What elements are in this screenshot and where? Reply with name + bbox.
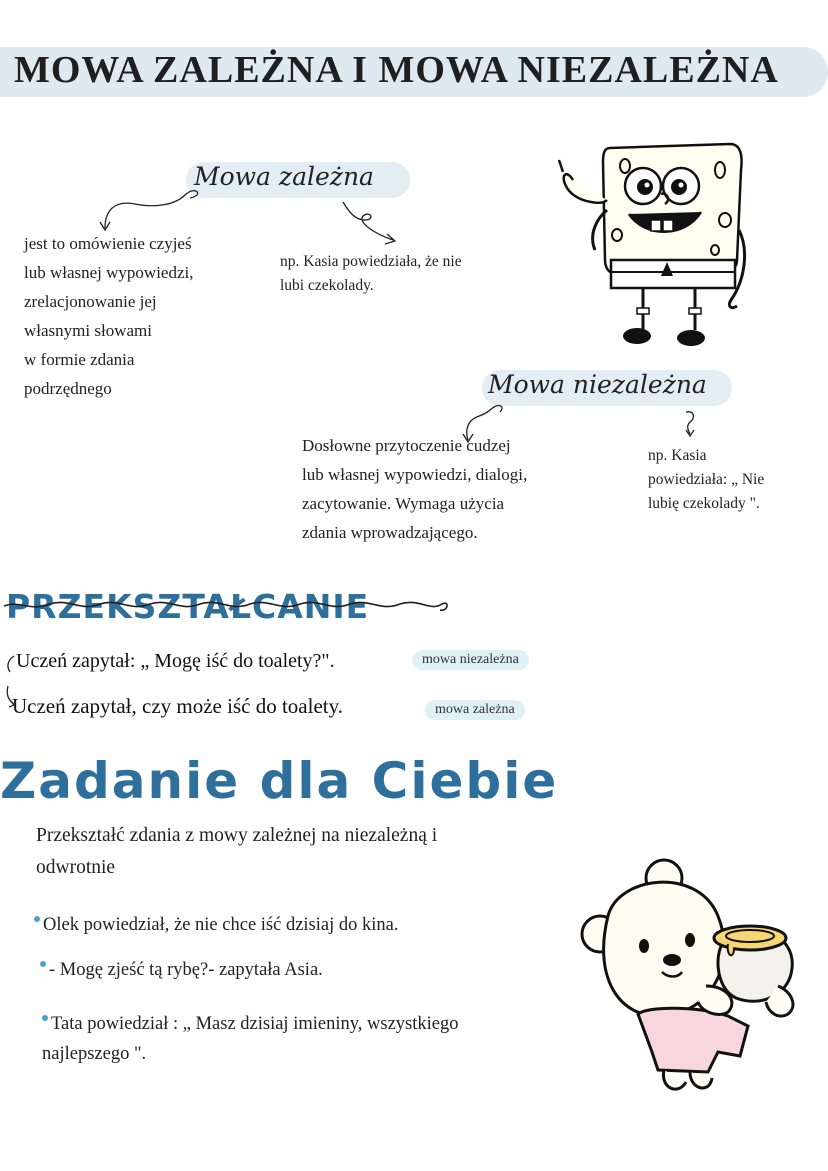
example-mowa-niezalezna [648,444,764,516]
definition-line: własnymi słowami [24,321,152,340]
list-item: Tata powiedział : „ Masz dzisiaj imieniny, wszystkiego najlepszego ". [42,1014,459,1064]
definition-line: podrzędnego [24,379,112,398]
list-item: - Mogę zjeść tą rybę?- zapytała Asia. [40,955,323,985]
page-title: MOWA ZALEŻNA I MOWA NIEZALEŻNA [14,49,779,91]
heading-przeksztalcanie: PRZEKSZTAŁCANIE [6,587,370,626]
heading-mowa-niezalezna: Mowa niezależna [488,370,707,399]
example-mowa-zalezna [280,250,462,298]
bullet-icon [34,916,40,922]
definition-line: w formie zdania [24,350,135,369]
definition-mowa-niezalezna [302,431,527,547]
bullet-icon [40,961,46,967]
task-instruction [36,820,437,884]
example-line: powiedziała: „ Nie [648,471,765,488]
definition-line: zrelacjonowanie jej [24,292,157,311]
heading-mowa-zalezna: Mowa zależna [194,162,374,191]
definition-mowa-zalezna [24,229,194,403]
scribble-underline-icon [0,590,460,620]
sentence-direct: Uczeń zapytał: „ Mogę iść do toalety?". [16,650,335,672]
example-line: lubię czekolady ". [648,495,760,512]
definition-line: lub własnej wypowiedzi, [24,263,194,282]
bear-illustration [578,856,808,1101]
list-item: Olek powiedział, że nie chce iść dzisiaj do kina. [34,910,398,940]
curly-arrow-icon [335,198,405,246]
definition-line: jest to omówienie czyjeś [24,234,192,253]
heading-zadanie: Zadanie dla Ciebie [0,752,559,810]
definition-line: zdania wprowadzającego. [302,523,478,542]
sentence-indirect: Uczeń zapytał, czy może iść do toalety. [12,694,343,718]
definition-line: Dosłowne przytoczenie cudzej [302,436,511,455]
tag-mowa-zalezna: mowa zależna [425,700,525,720]
definition-line: lub własnej wypowiedzi, dialogi, [302,465,528,484]
example-line: np. Kasia [648,447,707,464]
tag-mowa-niezalezna: mowa niezależna [412,650,529,670]
instruction-line: odwrotnie [36,857,116,878]
bullet-icon [42,1015,48,1021]
sponge-illustration [555,140,755,355]
example-line: lubi czekolady. [280,277,374,294]
curly-arrow-icon [680,408,700,440]
example-line: np. Kasia powiedziała, że nie [280,253,462,270]
instruction-line: Przekształć zdania z mowy zależnej na niezależną i [36,825,438,846]
definition-line: zacytowanie. Wymaga użycia [302,494,505,513]
